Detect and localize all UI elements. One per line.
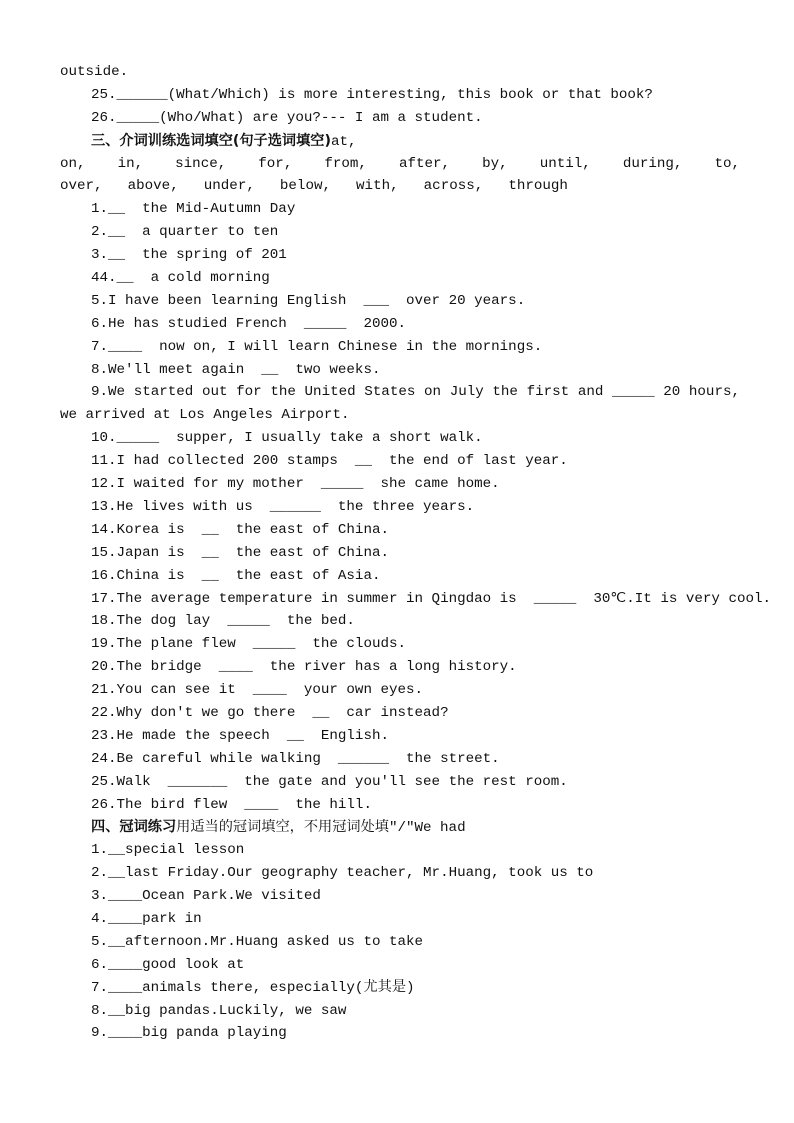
word-option: from, <box>324 155 367 172</box>
question-item: 12.I waited for my mother _____ she came home. <box>91 476 500 493</box>
question-item: 1.__special lesson <box>91 842 245 859</box>
question-item: 25.______(What/Which) is more interesting, this book or that book? <box>91 86 653 103</box>
word-option: by, <box>482 155 508 172</box>
question-item: 26._____(Who/What) are you?--- I am a student. <box>91 109 483 126</box>
question-item: 17.The average temperature in summer in Qingdao is _____ 30℃.It is very cool. <box>91 590 772 607</box>
question-item: 3.__ the spring of 201 <box>91 247 287 264</box>
word-option: above, <box>127 178 179 195</box>
question-item: 23.He made the speech __ English. <box>91 727 389 744</box>
section-title: 四、冠词练习 <box>91 819 177 836</box>
question-item: 18.The dog lay _____ the bed. <box>91 613 355 630</box>
word-option: to, <box>714 155 740 172</box>
section-heading-articles <box>60 816 740 839</box>
question-item: 2.__last Friday.Our geography teacher, Mr.Huang, took us to <box>91 865 594 882</box>
question-item: 25.Walk _______ the gate and you'll see the rest room. <box>91 773 568 790</box>
section-heading-prepositions <box>60 130 740 153</box>
question-item: 8.We'll meet again __ two weeks. <box>91 361 381 378</box>
question-item: 26.The bird flew ____ the hill. <box>91 796 372 813</box>
question-item: 7.____animals there, especially(尤其是) <box>91 979 415 996</box>
word-option: after, <box>398 155 451 172</box>
word-option: with, <box>356 178 399 195</box>
question-item: 5.__afternoon.Mr.Huang asked us to take <box>91 933 424 950</box>
question-item: 21.You can see it ____ your own eyes. <box>91 682 424 699</box>
section-heading-tail: at, <box>330 133 357 150</box>
word-option: for, <box>258 155 293 172</box>
word-option: across, <box>423 178 484 195</box>
word-option: under, <box>203 178 255 195</box>
question-item: 7.____ now on, I will learn Chinese in the mornings. <box>91 338 543 355</box>
question-item: 6.He has studied French _____ 2000. <box>91 315 407 332</box>
question-item: 1.__ the Mid-Autumn Day <box>91 201 296 218</box>
question-item: 6.____good look at <box>91 956 245 973</box>
question-item: 44.__ a cold morning <box>91 270 270 287</box>
question-text: 9.We started out for the United States on July the first and _____ 20 hours, we arrived at Los Angeles Airport. <box>60 384 740 424</box>
question-item: 13.He lives with us ______ the three years. <box>91 498 475 515</box>
word-option: since, <box>175 155 227 172</box>
continuation-line: outside. <box>60 64 129 80</box>
question-item: 5.I have been learning English ___ over 20 years. <box>91 292 526 309</box>
question-item: 15.Japan is __ the east of China. <box>91 544 389 561</box>
question-item: 8.__big pandas.Luckily, we saw <box>91 1002 347 1019</box>
question-item: 14.Korea is __ the east of China. <box>91 521 389 538</box>
question-item: 20.The bridge ____ the river has a long history. <box>91 659 517 676</box>
word-option: through <box>508 178 568 195</box>
section-title: 三、介词训练选词填空(句子选词填空) <box>91 132 331 149</box>
question-item: 24.Be careful while walking ______ the street. <box>91 750 500 767</box>
word-option: below, <box>279 178 331 195</box>
question-item: 3.____Ocean Park.We visited <box>91 888 321 905</box>
word-option: over, <box>60 178 103 195</box>
question-item: 4.____park in <box>91 910 202 927</box>
question-item: 10._____ supper, I usually take a short walk. <box>91 430 483 447</box>
question-item: 19.The plane flew _____ the clouds. <box>91 636 407 653</box>
question-item: 11.I had collected 200 stamps __ the end of last year. <box>91 453 568 470</box>
word-option: during, <box>622 155 683 172</box>
word-bank-row <box>60 175 568 198</box>
question-item: 9.____big panda playing <box>91 1025 287 1042</box>
word-option: in, <box>117 155 144 172</box>
question-item: 16.China is __ the east of Asia. <box>91 567 381 584</box>
word-bank-row <box>60 153 740 176</box>
question-item: 22.Why don't we go there __ car instead? <box>91 704 449 721</box>
word-option: until, <box>539 155 591 172</box>
question-item-wrapped <box>60 381 740 427</box>
document-page <box>60 61 772 1045</box>
section-heading-tail: 用适当的冠词填空，不用冠词处填"/"We had <box>176 820 466 837</box>
question-item: 2.__ a quarter to ten <box>91 224 279 241</box>
word-option: on, <box>60 155 86 172</box>
